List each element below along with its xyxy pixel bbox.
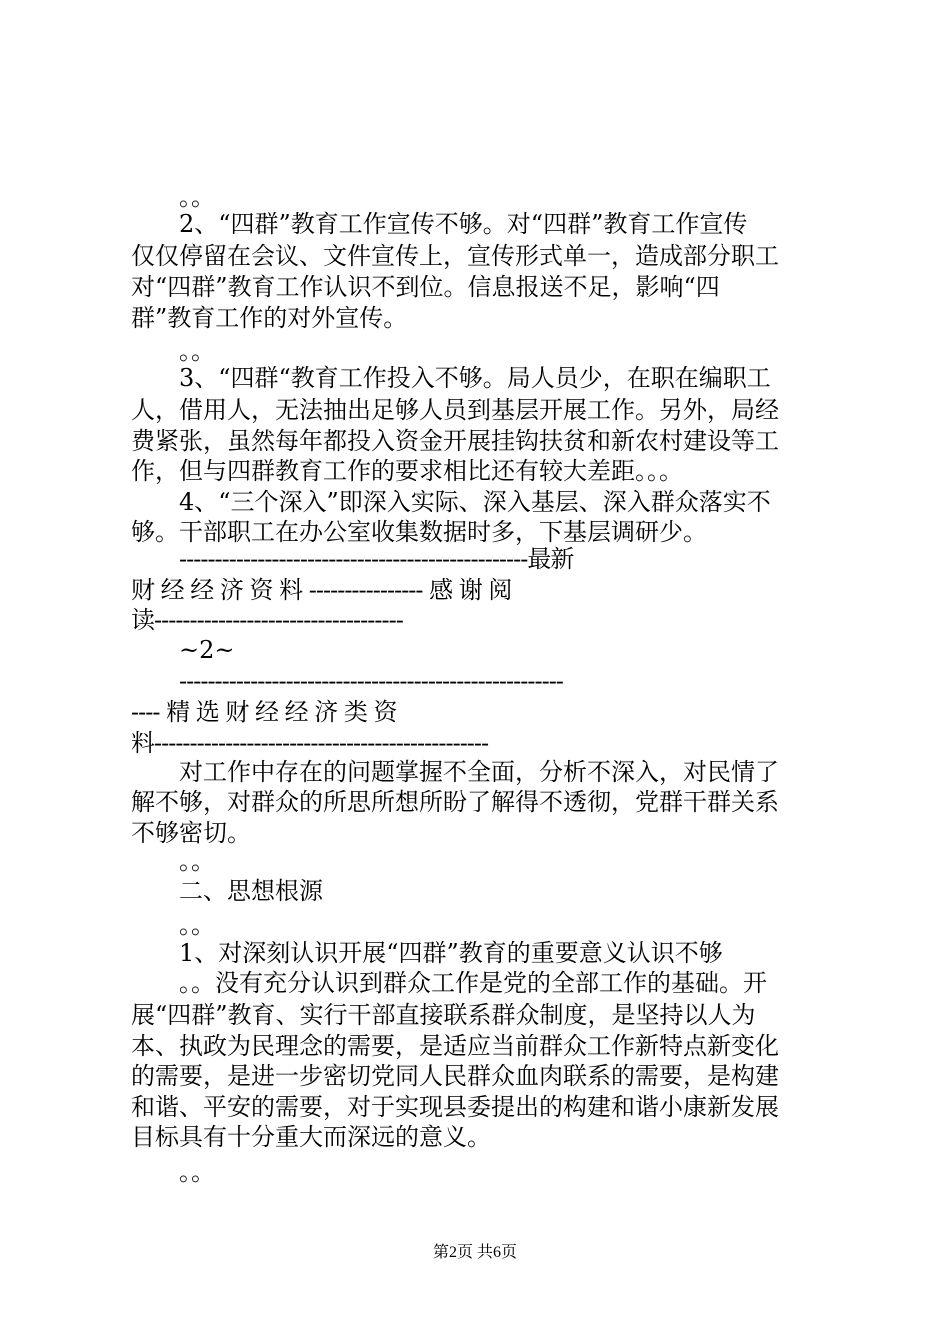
separator-line: ---- 精 选 财 经 经 济 类 资 (131, 698, 397, 726)
paragraph-line: 仅仅停留在会议、文件宣传上，宣传形式单一，造成部分职工 (131, 242, 779, 270)
separator-line: 财 经 经 济 资 料 ---------------- 感 谢 阅 (131, 576, 512, 604)
paragraph-line: 不够密切。 (131, 819, 251, 847)
paragraph-line: 的需要，是进一步密切党同人民群众血肉联系的需要，是构建 (131, 1062, 779, 1090)
paragraph-line: 。。 (179, 911, 215, 939)
paragraph-line: 本、执政为民理念的需要，是适应当前群众工作新特点新变化 (131, 1032, 779, 1060)
separator-line: 读----------------------------------- (131, 606, 403, 634)
paragraph-line: 作，但与四群教育工作的要求相比还有较大差距。。。 (131, 457, 683, 485)
paragraph-line: 费紧张，虽然每年都投入资金开展挂钩扶贫和新农村建设等工 (131, 427, 779, 455)
page-footer: 第2页 共6页 (432, 1244, 517, 1261)
paragraph-line: 够。干部职工在办公室收集数据时多，下基层调研少。 (131, 518, 707, 546)
separator-line: ------------------------------------------------------ (179, 667, 563, 695)
paragraph-line: 。。 (179, 1158, 215, 1186)
paragraph-line: 4、“三个深入”即深入实际、深入基层、深入群众落实不 (179, 488, 771, 516)
paragraph-line: 对工作中存在的问题掌握不全面，分析不深入，对民情了 (179, 758, 779, 786)
paragraph-line: 展“四群”教育、实行干部直接联系群众制度，是坚持以人为 (131, 1001, 756, 1029)
paragraph-line: 。。 (179, 337, 215, 365)
separator-line: -------------------------------------------------最新 (179, 545, 574, 573)
paragraph-line: 。。 (179, 183, 215, 211)
paragraph-line: 1、对深刻认识开展“四群”教育的重要意义认识不够 (179, 939, 723, 967)
paragraph-line: 2、“四群”教育工作宣传不够。对“四群”教育工作宣传 (179, 210, 748, 238)
paragraph-line: 人，借用人，无法抽出足够人员到基层开展工作。另外，局经 (131, 396, 779, 424)
paragraph-line: 3、“四群“教育工作投入不够。局人员少，在职在编职工 (179, 364, 771, 392)
paragraph-line: 。。 (179, 847, 215, 875)
paragraph-line: 对“四群”教育工作认识不到位。信息报送不足，影响“四 (131, 273, 720, 301)
paragraph-line: 和谐、平安的需要，对于实现县委提出的构建和谐小康新发展 (131, 1093, 779, 1121)
paragraph-line: 。。没有充分认识到群众工作是党的全部工作的基础。开 (179, 969, 767, 997)
paragraph-line: 解不够，对群众的所思所想所盼了解得不透彻，党群干群关系 (131, 788, 779, 816)
section-heading: 二、思想根源 (179, 877, 323, 905)
separator-line: 料----------------------------------------------- (131, 729, 489, 757)
paragraph-line: 群”教育工作的对外宣传。 (131, 304, 408, 332)
page-marker: ~2~ (179, 636, 235, 664)
paragraph-line: 目标具有十分重大而深远的意义。 (131, 1123, 491, 1151)
